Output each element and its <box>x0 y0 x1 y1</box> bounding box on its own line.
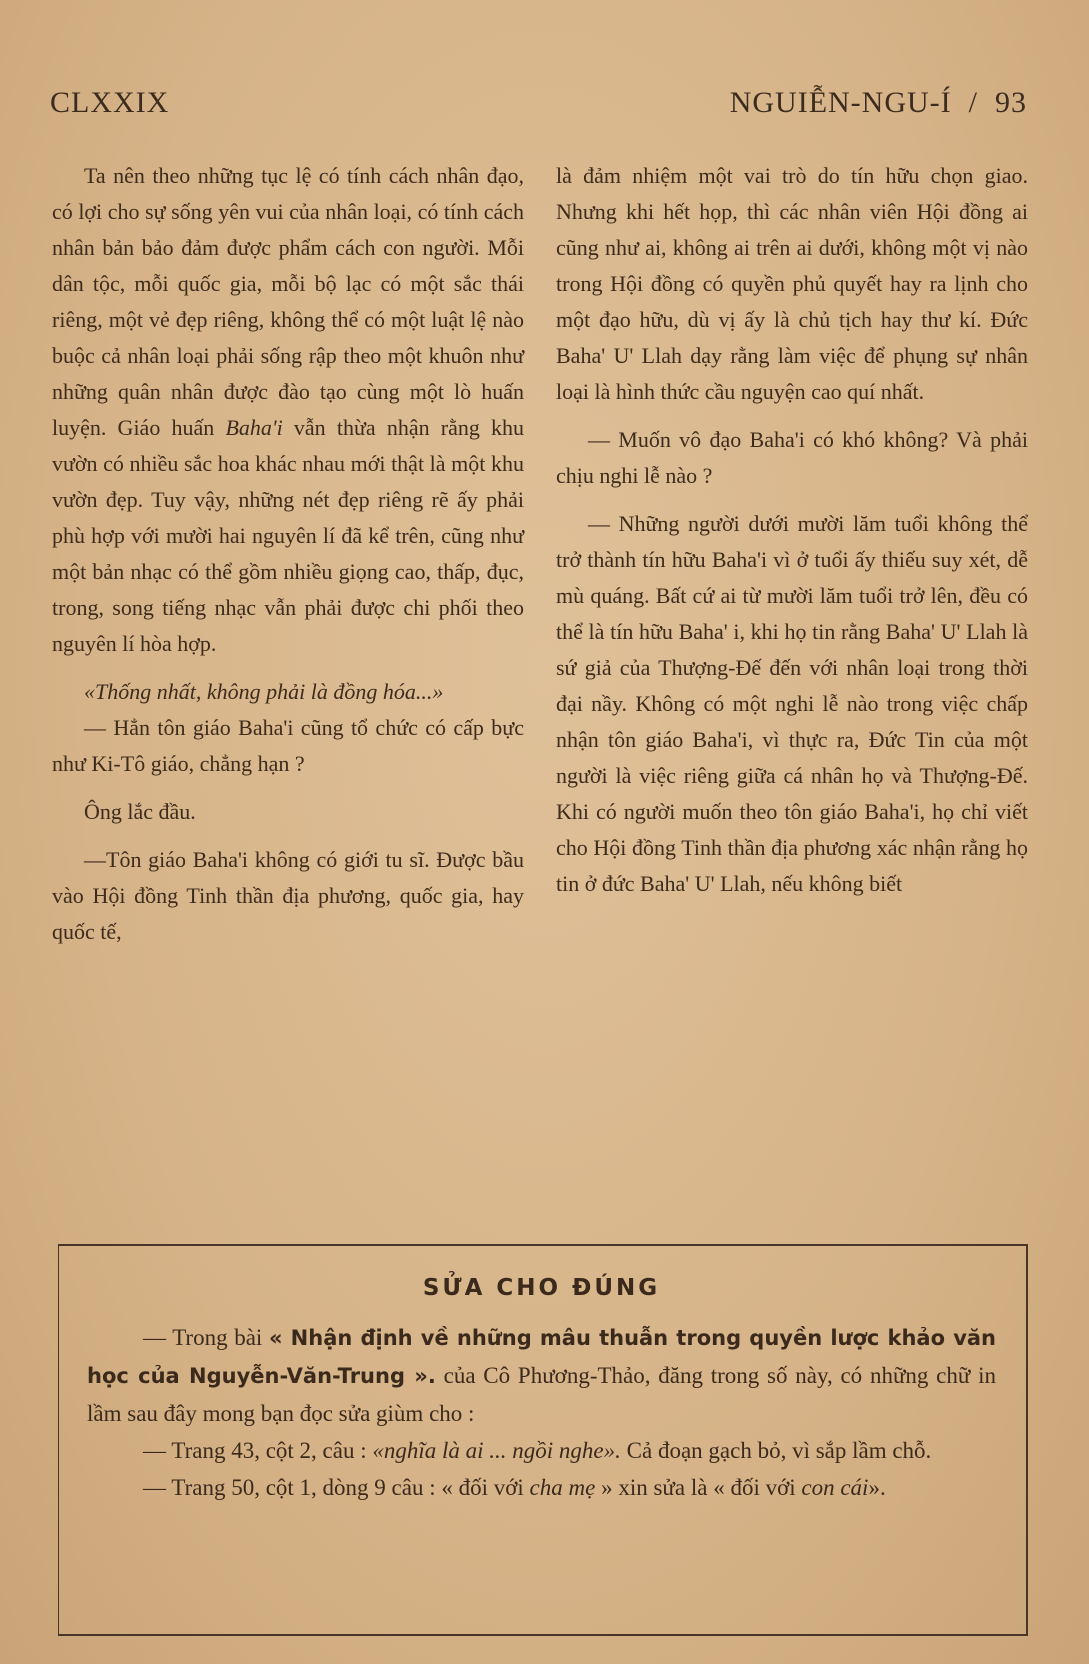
correction-intro: — Trong bài « Nhận định về những mâu thuẫn trong quyền lược khảo văn học của Nguyễn-Văn-Trung ». của Cô Phương-Thảo, đăng trong số này, có những chữ in lầm sau đây mong bạn đọc sửa giùm cho : <box>87 1325 997 1426</box>
running-title: NGUIỄN-NGU-Í / 93 <box>729 86 1027 119</box>
article-title: « Nhận định về những mâu thuẫn trong quyền lược khảo văn học của Nguyễn-Văn-Trung ». <box>87 1326 997 1388</box>
correction-item: — Trang 50, cột 1, dòng 9 câu : « đối với cha mẹ » xin sửa là « đối với con cái». <box>143 1475 886 1500</box>
question: — Hẳn tôn giáo Baha'i cũng tổ chức có cấp bực như Ki-Tô giáo, chẳng hạn ? <box>52 715 524 776</box>
author-name: NGUIỄN-NGU-Í <box>729 86 952 119</box>
correction-item: — Trang 43, cột 2, câu : «nghĩa là ai ... ngồi nghe». Cả đoạn gạch bỏ, vì sắp lầm chỗ. <box>143 1438 932 1463</box>
paragraph: Ta nên theo những tục lệ có tính cách nhân đạo, có lợi cho sự sống yên vui của nhân loại, có tính cách nhân bản bảo đảm được phẩm cách con người. Mỗi dân tộc, mỗi quốc gia, mỗi bộ lạc có một sắc thái riêng, một vẻ đẹp riêng, không thể có một luật lệ nào buộc cả nhân loại phải sống rập theo một khuôn như những quân nhân được đào tạo cùng một lò huấn luyện. Giáo huấn Baha'i vẫn thừa nhận rằng khu vườn có nhiều sắc hoa khác nhau mới thật là một khu vườn đẹp. Tuy vậy, những nét đẹp riêng rẽ ấy phải phù hợp với mười hai nguyên lí đã kể trên, cũng như một bản nhạc có thể gồm nhiều giọng cao, thấp, đục, trong, song tiếng nhạc vẫn phải được chi phối theo nguyên lí hòa hợp. <box>52 163 525 656</box>
baha-i-term: Baha'i <box>225 415 283 440</box>
answer: —Tôn giáo Baha'i không có giới tu sĩ. Được bầu vào Hội đồng Tinh thần địa phương, quốc gia, hay quốc tế, <box>52 847 524 944</box>
answer: — Những người dưới mười lăm tuổi không thể trở thành tín hữu Baha'i vì ở tuổi ấy thiếu suy xét, dễ mù quáng. Bất cứ ai từ mười lăm tuổi trở lên, đều có thể là tín hữu Baha' i, khi họ tin rằng Baha' U' Llah là sứ giả của Thượng-Đế đến với nhân loại trong thời đại nầy. Không có một nghi lễ nào trong việc chấp nhận tôn giáo Baha'i, vì thực ra, Đức Tin của một người là việc riêng giữa cá nhân họ và Thượng-Đế. Khi có người muốn theo tôn giáo Baha'i, họ chỉ viết cho Hội đồng Tinh thần địa phương xác nhận rằng họ tin ở đức Baha' U' Llah, nếu không biết <box>556 511 1028 896</box>
left-column <box>52 158 524 950</box>
correction-title: SỬA CHO ĐÚNG <box>422 1275 661 1301</box>
correction-box <box>58 1244 1028 1636</box>
paragraph: là đảm nhiệm một vai trò do tín hữu chọn giao. Nhưng khi hết họp, thì các nhân viên Hội đồng ai cũng như ai, không ai trên ai dưới, không một vị nào trong Hội đồng có quyền phủ quyết hay ra lịnh cho một đạo hữu, dù vị ấy là chủ tịch hay thư kí. Đức Baha' U' Llah dạy rằng làm việc để phụng sự nhân loại là hình thức cầu nguyện cao quí nhất. <box>556 163 1028 404</box>
subheading: «Thống nhất, không phải là đồng hóa...» <box>84 679 444 704</box>
page-number: 93 <box>995 86 1027 119</box>
section-number: CLXXIX <box>50 86 170 119</box>
question: — Muốn vô đạo Baha'i có khó không? Và phải chịu nghi lễ nào ? <box>556 427 1028 488</box>
right-column <box>556 158 1028 902</box>
page-header <box>50 86 1027 126</box>
paragraph: Ông lắc đầu. <box>84 799 196 824</box>
